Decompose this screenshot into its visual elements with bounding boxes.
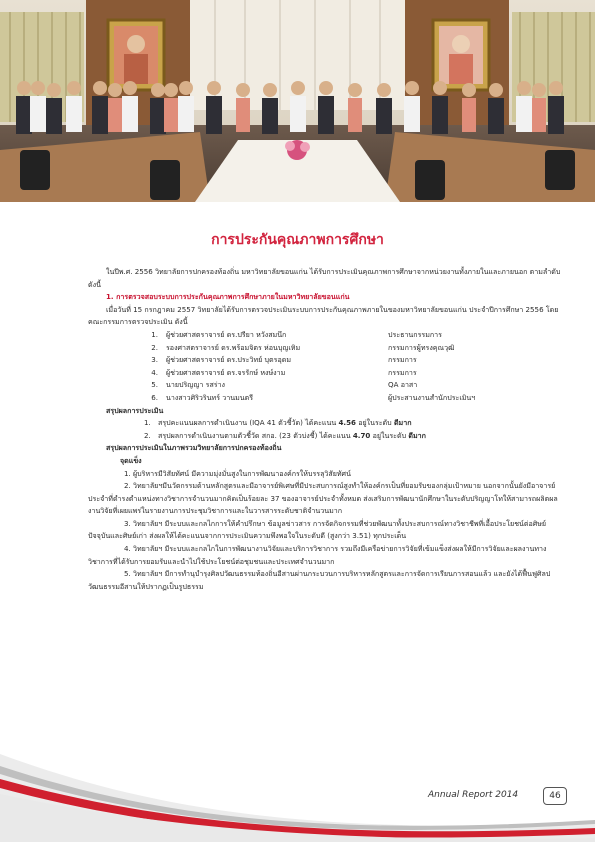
- list-item: [88, 367, 566, 380]
- list-item: [88, 379, 566, 392]
- intro-paragraph: ในปีพ.ศ. 2556 วิทยาลัยการปกครองท้องถิ่น มหาวิทยาลัยขอนแก่น ได้รับการประเมินคุณภาพการศึกษาจากหน่วยงานทั้งภายในและภายนอก ตามลำดับดังนี้: [88, 267, 561, 289]
- member-role: ประธานกรรมการ: [388, 329, 442, 339]
- item-number: 2.: [144, 430, 151, 440]
- strength-paragraph: 5. วิทยาลัยฯ มีการทำนุบำรุงศิลปวัฒนธรรมท้องถิ่นอีสานผ่านกระบวนการบริหารหลักสูตรและการจัดการเรียนการสอนแล้ว และยังได้ฟื้นฟูศิลปวัฒนธรรมอีสานให้ปรากฏเป็นรูปธรรม: [88, 569, 551, 591]
- result-score: 4.56: [338, 418, 356, 428]
- strength-paragraph: 3. วิทยาลัยฯ มีระบบและกลไกการให้คำปรึกษา ข้อมูลข่าวสาร การจัดกิจกรรมที่ช่วยพัฒนาทั้งประสบการณ์ทางวิชาชีพที่เอื้อประโยชน์ต่อศิษย์ปัจจุบันและศิษย์เก่า ส่งผลให้ได้คะแนนจากการประเมินความพึงพอใจในระดับดี (สูงกว่า 3.51) ทุกประเด็น: [88, 518, 547, 541]
- results-list: [88, 417, 566, 442]
- page-number: 46: [543, 787, 567, 805]
- strength-paragraph: 2. วิทยาลัยฯมีนวัตกรรมด้านหลักสูตรและมีอาจารย์พิเศษที่มีประสบการณ์สูงทำให้องค์กรเป็นที่ยอมรับของกลุ่มเป้าหมาย นอกจากนั้นยังมีอาจารย์ประจำที่ดำรงตำแหน่งทางวิชาการจำนวนมากคิดเป็นร้อยละ 37 ของอาจารย์ประจำทั้งหมด ส่งเสริมการพัฒนานักศึกษาในระดับปริญญาโทให้สามารถผลิตผลงานวิจัยที่เผยแพร่ในรายงานการประชุมวิชาการและในวารสารระดับชาติจำนวนมาก: [88, 481, 558, 516]
- list-item: [88, 392, 566, 405]
- item-number: 4.: [151, 367, 158, 377]
- list-item: [88, 430, 566, 443]
- summary-heading: สรุปผลการประเมิน: [106, 405, 164, 415]
- item-number: 5.: [151, 380, 158, 390]
- result-text: สรุปคะแนนผลการดำเนินงาน (IQA 41 ตัวชี้วัด) ได้คะแนน: [158, 418, 339, 428]
- list-item: [88, 342, 566, 355]
- group-photo: [0, 0, 595, 202]
- member-role: QA อาสา: [388, 380, 418, 390]
- strength-paragraph: 4. วิทยาลัยฯ มีระบบและกลไกในการพัฒนางานวิจัยและบริการวิชาการ รวมถึงมีเครือข่ายการวิจัยที่เข้มแข็งส่งผลให้มีการวิจัยและผลงานทางวิชาการที่ได้รับการยอมรับและนำไปใช้ประโยชน์ต่อชุมชนและประเทศจำนวนมาก: [88, 544, 547, 566]
- item-number: 1.: [151, 329, 158, 339]
- member-name: นางสาวศิริวรินทร์ วานมนตรี: [166, 392, 254, 402]
- member-name: ผู้ช่วยศาสตราจารย์ ดร.จรรักษ์ หงษ์งาม: [166, 367, 286, 377]
- member-role: กรรมการ: [388, 355, 417, 365]
- result-level: ดีมาก: [393, 418, 412, 428]
- member-role: กรรมการ: [388, 367, 417, 377]
- group-photo-illustration: [0, 0, 595, 202]
- member-name: ผู้ช่วยศาสตราจารย์ ดร.ประวิทย์ บุตรอุดม: [166, 355, 292, 365]
- list-item: [88, 417, 566, 430]
- overall-heading: สรุปผลการประเมินในภาพรวมวิทยาลัยการปกครองท้องถิ่น: [106, 443, 282, 453]
- footer-swoosh-decoration: [0, 724, 595, 842]
- member-name: รองศาสตราจารย์ ดร.พร้อมจิตร ห่อนบุญเหิม: [166, 342, 301, 352]
- member-role: ผู้ประสานงานสำนักประเมินฯ: [388, 392, 476, 402]
- strength-paragraph: 1. ผู้บริหารมีวิสัยทัศน์ มีความมุ่งมั่นสูงในการพัฒนาองค์กรให้บรรลุวิสัยทัศน์: [124, 468, 351, 478]
- list-item: [88, 354, 566, 367]
- member-name: ผู้ช่วยศาสตราจารย์ ดร.ปรียา หวังสมนึก: [166, 329, 287, 339]
- document-body: [88, 266, 566, 593]
- item-number: 2.: [151, 342, 158, 352]
- result-text: สรุปผลการดำเนินงานตามตัวชี้วัด สกอ. (23 ตัวบ่งชี้) ได้คะแนน: [158, 430, 353, 440]
- item-number: 3.: [151, 355, 158, 365]
- committee-list: [88, 329, 566, 405]
- result-level: ดีมาก: [408, 430, 426, 440]
- strengths-heading: จุดแข็ง: [120, 455, 142, 465]
- result-mid: อยู่ในระดับ: [355, 418, 394, 428]
- footer-report-label: Annual Report 2014: [428, 790, 519, 800]
- result-score: 4.70: [352, 430, 371, 440]
- section-heading: 1. การตรวจสอบระบบการประกันคุณภาพการศึกษาภายในมหาวิทยาลัยขอนแก่น: [106, 292, 350, 302]
- member-role: กรรมการผู้ทรงคุณวุฒิ: [388, 342, 455, 352]
- list-item: [88, 329, 566, 342]
- member-name: นายปริญญา รสร่าง: [166, 380, 226, 390]
- result-mid: อยู่ในระดับ: [370, 430, 409, 440]
- page-title: การประกันคุณภาพการศึกษา: [211, 232, 384, 248]
- section-intro: เมื่อวันที่ 15 กรกฎาคม 2557 วิทยาลัยได้รับการตรวจประเมินระบบการประกันคุณภาพภายในของมหาวิทยาลัยขอนแก่น ประจำปีการศึกษา 2556 โดยคณะกรรมการตรวจประเมิน ดังนี้: [88, 304, 559, 327]
- item-number: 1.: [144, 418, 151, 428]
- item-number: 6.: [151, 392, 158, 402]
